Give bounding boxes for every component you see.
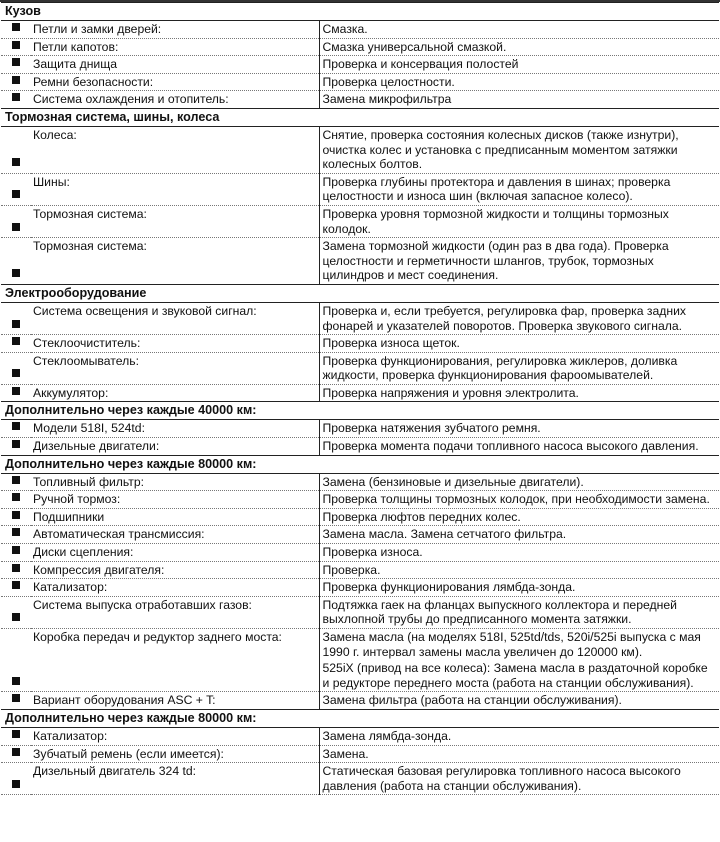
item-label: Дизельный двигатель 324 td: bbox=[31, 763, 319, 795]
action-text: Проверка люфтов передних колес. bbox=[322, 509, 521, 524]
square-bullet-icon bbox=[12, 748, 20, 756]
action-text: Замена микрофильтра bbox=[322, 92, 452, 107]
table-row bbox=[1, 21, 719, 39]
action-cell bbox=[319, 596, 719, 628]
action-cell bbox=[319, 438, 719, 456]
bullet-cell bbox=[1, 302, 31, 334]
action-text: Смазка. bbox=[322, 22, 368, 36]
maintenance-table bbox=[1, 2, 719, 795]
square-bullet-icon bbox=[12, 41, 20, 49]
bullet-cell bbox=[1, 473, 31, 491]
item-label: Модели 518I, 524td: bbox=[31, 420, 319, 438]
item-label: Вариант оборудования ASC + T: bbox=[31, 692, 319, 710]
table-row bbox=[1, 352, 719, 384]
item-label: Диски сцепления: bbox=[31, 544, 319, 562]
table-row bbox=[1, 205, 719, 237]
bullet-cell bbox=[1, 420, 31, 438]
square-bullet-icon bbox=[12, 476, 20, 484]
action-text: Проверка износа щеток. bbox=[322, 336, 460, 351]
item-label: Коробка передач и редуктор заднего моста: bbox=[31, 629, 319, 692]
square-bullet-icon bbox=[12, 320, 20, 328]
action-cell bbox=[319, 302, 719, 334]
bullet-cell bbox=[1, 508, 31, 526]
bullet-cell bbox=[1, 56, 31, 74]
table-row bbox=[1, 384, 719, 402]
action-text: Смазка универсальной смазкой. bbox=[322, 39, 507, 54]
item-label: Защита днища bbox=[31, 56, 319, 74]
action-text: Замена тормозной жидкости (один раз в два года). Проверка целостности и герметичности шлангов, трубок, тормозных цилиндров и мест соединения. bbox=[322, 239, 669, 283]
table-row bbox=[1, 126, 719, 173]
section-header bbox=[1, 455, 719, 473]
action-text: Проверка функционирования, регулировка жиклеров, доливка жидкости, проверка функционирования фароомывателей. bbox=[322, 353, 678, 383]
table-row bbox=[1, 491, 719, 509]
action-cell bbox=[319, 21, 719, 39]
maintenance-table-body bbox=[1, 3, 719, 795]
section-title: Дополнительно через каждые 80000 км: bbox=[1, 709, 719, 727]
square-bullet-icon bbox=[12, 528, 20, 536]
action-text: Проверка и, если требуется, регулировка фар, проверка задних фонарей и указателей поворотов. Проверка звукового сигнала. bbox=[322, 303, 687, 333]
section-header bbox=[1, 3, 719, 21]
item-label: Автоматическая трансмиссия: bbox=[31, 526, 319, 544]
action-cell bbox=[319, 73, 719, 91]
table-row bbox=[1, 73, 719, 91]
section-header bbox=[1, 284, 719, 302]
item-label: Компрессия двигателя: bbox=[31, 561, 319, 579]
table-row bbox=[1, 544, 719, 562]
action-text: Проверка целостности. bbox=[322, 74, 455, 89]
table-row bbox=[1, 745, 719, 763]
square-bullet-icon bbox=[12, 730, 20, 738]
section-title: Кузов bbox=[1, 3, 719, 21]
action-cell bbox=[319, 126, 719, 173]
table-row bbox=[1, 420, 719, 438]
table-row bbox=[1, 56, 719, 74]
square-bullet-icon bbox=[12, 337, 20, 345]
bullet-cell bbox=[1, 491, 31, 509]
item-label: Шины: bbox=[31, 173, 319, 205]
bullet-cell bbox=[1, 438, 31, 456]
square-bullet-icon bbox=[12, 677, 20, 685]
item-label: Петли капотов: bbox=[31, 38, 319, 56]
square-bullet-icon bbox=[12, 23, 20, 31]
action-text: 525iX (привод на все колеса): Замена масла в раздаточной коробке и редукторе переднего моста (работа на станции обслуживания). bbox=[322, 661, 708, 690]
bullet-cell bbox=[1, 384, 31, 402]
square-bullet-icon bbox=[12, 546, 20, 554]
table-row bbox=[1, 763, 719, 795]
action-text: Замена масла. Замена сетчатого фильтра. bbox=[322, 527, 567, 542]
section-title: Дополнительно через каждые 80000 км: bbox=[1, 455, 719, 473]
bullet-cell bbox=[1, 763, 31, 795]
action-cell bbox=[319, 335, 719, 353]
square-bullet-icon bbox=[12, 369, 20, 377]
item-label: Петли и замки дверей: bbox=[31, 21, 319, 39]
square-bullet-icon bbox=[12, 564, 20, 572]
action-text: Проверка глубины протектора и давления в шинах; проверка целостности и износа шин (включая запасное колесо). bbox=[322, 174, 671, 204]
item-label: Подшипники bbox=[31, 508, 319, 526]
action-text: Проверка натяжения зубчатого ремня. bbox=[322, 421, 541, 436]
item-label: Ручной тормоз: bbox=[31, 491, 319, 509]
square-bullet-icon bbox=[12, 780, 20, 788]
action-cell bbox=[319, 38, 719, 56]
square-bullet-icon bbox=[12, 422, 20, 430]
square-bullet-icon bbox=[12, 440, 20, 448]
action-cell bbox=[319, 745, 719, 763]
item-label: Дизельные двигатели: bbox=[31, 438, 319, 456]
action-text: Проверка и консервация полостей bbox=[322, 57, 519, 72]
square-bullet-icon bbox=[12, 581, 20, 589]
square-bullet-icon bbox=[12, 511, 20, 519]
bullet-cell bbox=[1, 38, 31, 56]
action-cell bbox=[319, 473, 719, 491]
action-cell bbox=[319, 579, 719, 597]
bullet-cell bbox=[1, 526, 31, 544]
table-row bbox=[1, 438, 719, 456]
bullet-cell bbox=[1, 352, 31, 384]
table-row bbox=[1, 335, 719, 353]
square-bullet-icon bbox=[12, 694, 20, 702]
action-cell bbox=[319, 384, 719, 402]
action-cell bbox=[319, 692, 719, 710]
square-bullet-icon bbox=[12, 493, 20, 501]
bullet-cell bbox=[1, 692, 31, 710]
action-text: Проверка уровня тормозной жидкости и толщины тормозных колодок. bbox=[322, 206, 669, 236]
action-cell bbox=[319, 544, 719, 562]
table-row bbox=[1, 173, 719, 205]
action-text: Проверка толщины тормозных колодок, при необходимости замена. bbox=[322, 492, 710, 507]
item-label: Топливный фильтр: bbox=[31, 473, 319, 491]
action-cell bbox=[319, 205, 719, 237]
action-cell bbox=[319, 56, 719, 74]
action-cell bbox=[319, 508, 719, 526]
item-label: Зубчатый ремень (если имеется): bbox=[31, 745, 319, 763]
action-cell bbox=[319, 173, 719, 205]
action-text: Замена лямбда-зонда. bbox=[322, 728, 452, 743]
item-label: Система выпуска отработавших газов: bbox=[31, 596, 319, 628]
action-cell bbox=[319, 420, 719, 438]
bullet-cell bbox=[1, 579, 31, 597]
action-text: Статическая базовая регулировка топливного насоса высокого давления (работа на станции обслуживания). bbox=[322, 764, 681, 793]
item-label: Аккумулятор: bbox=[31, 384, 319, 402]
action-text: Проверка износа. bbox=[322, 545, 423, 560]
action-cell bbox=[319, 561, 719, 579]
item-label: Катализатор: bbox=[31, 727, 319, 745]
table-row bbox=[1, 579, 719, 597]
action-cell bbox=[319, 91, 719, 109]
bullet-cell bbox=[1, 21, 31, 39]
item-label: Колеса: bbox=[31, 126, 319, 173]
bullet-cell bbox=[1, 561, 31, 579]
square-bullet-icon bbox=[12, 269, 20, 277]
action-text: Проверка функционирования лямбда-зонда. bbox=[322, 580, 576, 595]
action-cell bbox=[319, 727, 719, 745]
square-bullet-icon bbox=[12, 158, 20, 166]
item-label: Катализатор: bbox=[31, 579, 319, 597]
action-text: Проверка. bbox=[322, 562, 381, 577]
bullet-cell bbox=[1, 173, 31, 205]
table-row bbox=[1, 561, 719, 579]
bullet-cell bbox=[1, 238, 31, 285]
square-bullet-icon bbox=[12, 613, 20, 621]
bullet-cell bbox=[1, 629, 31, 692]
section-header bbox=[1, 709, 719, 727]
action-text: Замена фильтра (работа на станции обслуживания). bbox=[322, 693, 622, 708]
table-row bbox=[1, 38, 719, 56]
square-bullet-icon bbox=[12, 387, 20, 395]
action-cell bbox=[319, 526, 719, 544]
bullet-cell bbox=[1, 126, 31, 173]
square-bullet-icon bbox=[12, 58, 20, 66]
bullet-cell bbox=[1, 727, 31, 745]
bullet-cell bbox=[1, 73, 31, 91]
action-text: Проверка момента подачи топливного насоса высокого давления. bbox=[322, 439, 699, 454]
action-cell bbox=[319, 238, 719, 285]
section-title: Тормозная система, шины, колеса bbox=[1, 108, 719, 126]
bullet-cell bbox=[1, 544, 31, 562]
item-label: Тормозная система: bbox=[31, 205, 319, 237]
action-text: Замена (бензиновые и дизельные двигатели). bbox=[322, 474, 584, 489]
table-row bbox=[1, 526, 719, 544]
table-row bbox=[1, 508, 719, 526]
action-cell bbox=[319, 491, 719, 509]
section-title: Электрооборудование bbox=[1, 284, 719, 302]
table-row bbox=[1, 302, 719, 334]
action-cell bbox=[319, 763, 719, 795]
table-row bbox=[1, 238, 719, 285]
item-label: Ремни безопасности: bbox=[31, 73, 319, 91]
item-label: Система освещения и звуковой сигнал: bbox=[31, 302, 319, 334]
item-label: Система охлаждения и отопитель: bbox=[31, 91, 319, 109]
action-text: Проверка напряжения и уровня электролита. bbox=[322, 385, 579, 400]
square-bullet-icon bbox=[12, 93, 20, 101]
table-row bbox=[1, 629, 719, 692]
bullet-cell bbox=[1, 745, 31, 763]
bullet-cell bbox=[1, 205, 31, 237]
table-row bbox=[1, 596, 719, 628]
top-rule bbox=[0, 0, 720, 2]
table-row bbox=[1, 473, 719, 491]
table-row bbox=[1, 692, 719, 710]
action-text: Замена масла (на моделях 518I, 525td/tds, 520i/525i выпуска с мая 1990 г. интервал замены масла увеличен до 120000 км). bbox=[322, 630, 701, 659]
section-header bbox=[1, 108, 719, 126]
action-text: Замена. bbox=[322, 746, 369, 761]
bullet-cell bbox=[1, 91, 31, 109]
action-cell bbox=[319, 629, 719, 692]
table-row bbox=[1, 727, 719, 745]
item-label: Тормозная система: bbox=[31, 238, 319, 285]
action-text: Подтяжка гаек на фланцах выпускного коллектора и передней выхлопной трубы до предписанного момента затяжки. bbox=[322, 597, 677, 627]
item-label: Стеклоочиститель: bbox=[31, 335, 319, 353]
section-title: Дополнительно через каждые 40000 км: bbox=[1, 402, 719, 420]
square-bullet-icon bbox=[12, 223, 20, 231]
item-label: Стеклоомыватель: bbox=[31, 352, 319, 384]
square-bullet-icon bbox=[12, 76, 20, 84]
table-row bbox=[1, 91, 719, 109]
section-header bbox=[1, 402, 719, 420]
bullet-cell bbox=[1, 335, 31, 353]
square-bullet-icon bbox=[12, 190, 20, 198]
action-cell bbox=[319, 352, 719, 384]
action-text: Снятие, проверка состояния колесных дисков (также изнутри), очистка колес и установка с предписанным моментом затяжки колесных болтов. bbox=[322, 127, 679, 172]
bullet-cell bbox=[1, 596, 31, 628]
